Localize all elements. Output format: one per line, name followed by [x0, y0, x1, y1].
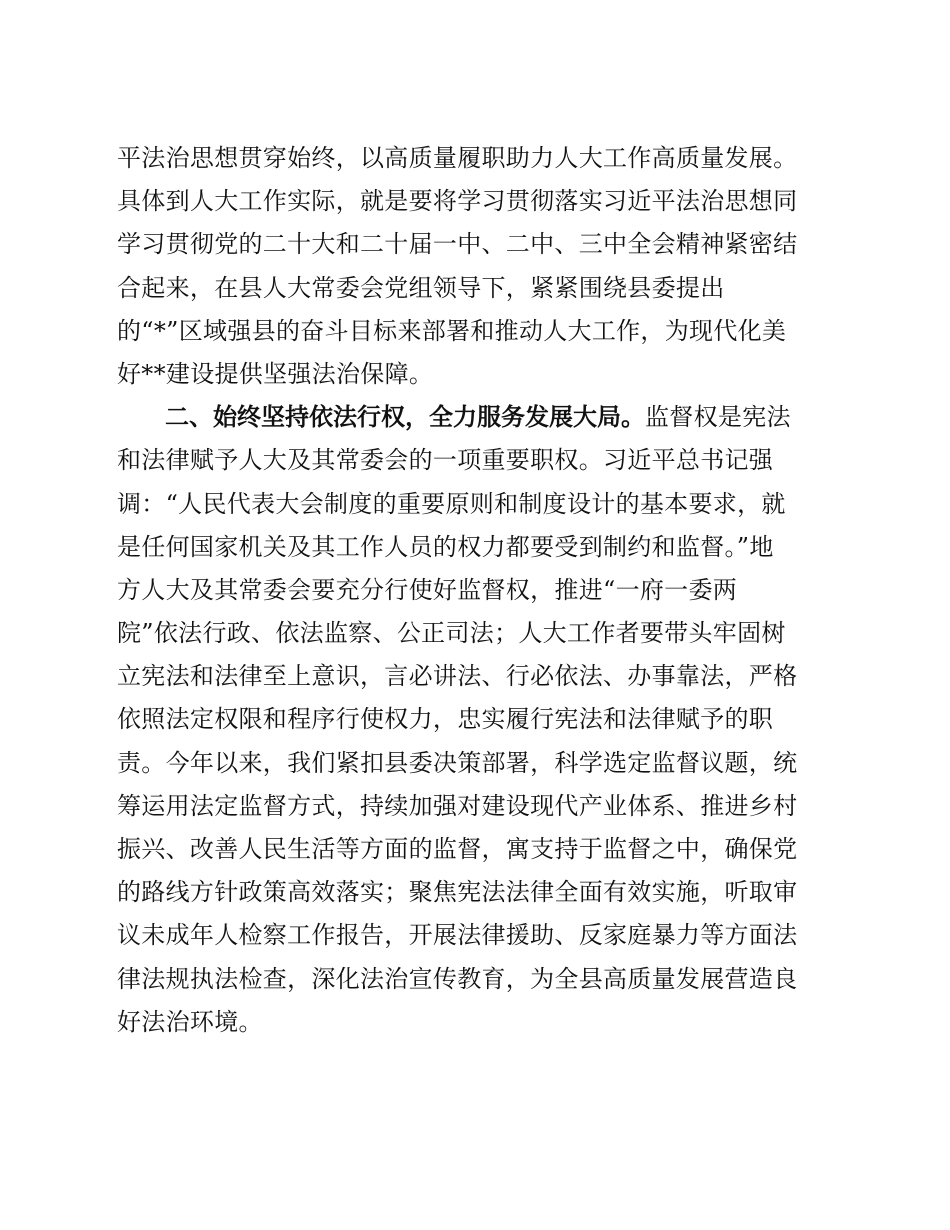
text-line-rest: 监督权是宪法: [645, 403, 791, 432]
text-line: 好法治环境。: [117, 1007, 263, 1036]
text-line: 立宪法和法律至上意识，言必讲法、行必依法、办事靠法，严格: [117, 662, 798, 691]
document-body: [117, 137, 837, 1044]
section-heading: 二、始终坚持依法行权，全力服务发展大局。: [165, 403, 645, 432]
text-line: 和法律赋予人大及其常委会的一项重要职权。习近平总书记强: [117, 446, 774, 475]
text-line: 方人大及其常委会要充分行使好监督权，推进“一府一委两: [117, 575, 738, 604]
paragraph-1: [117, 137, 837, 396]
text-line: 好**建设提供坚强法治保障。: [117, 359, 434, 388]
text-line: 具体到人大工作实际，就是要将学习贯彻落实习近平法治思想同: [117, 187, 798, 216]
text-line: 责。今年以来，我们紧扣县委决策部署，科学选定监督议题，统: [117, 748, 798, 777]
text-line: 的路线方针政策高效落实；聚焦宪法法律全面有效实施，听取审: [117, 878, 798, 907]
text-line: 律法规执法检查，深化法治宣传教育，为全县高质量发展营造良: [117, 964, 798, 993]
text-line: 的“*”区域强县的奋斗目标来部署和推动人大工作，为现代化美: [117, 316, 787, 345]
text-line: [117, 396, 837, 439]
text-line: 筹运用法定监督方式，持续加强对建设现代产业体系、推进乡村: [117, 791, 798, 820]
text-line: 调：“人民代表大会制度的重要原则和制度设计的基本要求，就: [117, 489, 786, 518]
text-line: 合起来，在县人大常委会党组领导下，紧紧围绕县委提出: [117, 273, 725, 302]
text-line: 院”依法行政、依法监察、公正司法；人大工作者要带头牢固树: [117, 619, 786, 648]
text-line: 依照法定权限和程序行使权力，忠实履行宪法和法律赋予的职: [117, 705, 774, 734]
text-line: 学习贯彻党的二十大和二十届一中、二中、三中全会精神紧密结: [117, 230, 798, 259]
text-line: 振兴、改善人民生活等方面的监督，寓支持于监督之中，确保党: [117, 835, 798, 863]
text-line: 议未成年人检察工作报告，开展法律援助、反家庭暴力等方面法: [117, 921, 798, 950]
paragraph-2: [117, 396, 837, 1044]
text-line: 平法治思想贯穿始终，以高质量履职助力人大工作高质量发展。: [117, 144, 798, 172]
text-line: 是任何国家机关及其工作人员的权力都要受到制约和监督。”地: [117, 532, 774, 561]
